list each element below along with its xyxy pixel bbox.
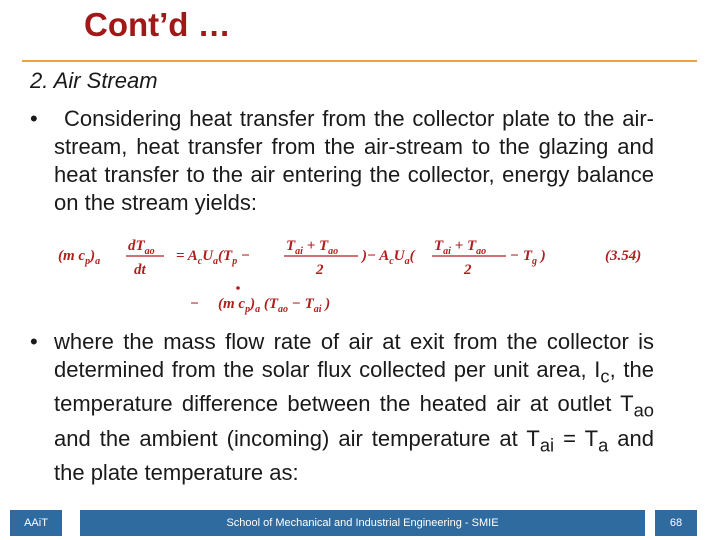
footer-page-number: 68: [655, 510, 697, 536]
eq-term-mdot-cp: (m $c_p)_a$ ($T_{ao} - T_{ai}$ ): [218, 296, 331, 315]
bullet2-sub-ai: ai: [539, 434, 555, 456]
eq-frac-num-1: $T_{ai} + T_{ao}$: [286, 238, 339, 257]
bullet2-part5: and the plate temperature as:: [54, 425, 654, 486]
energy-balance-equation: [40, 228, 680, 324]
title-divider: [22, 60, 697, 62]
eq-frac-den-2: 2: [464, 262, 472, 278]
eq-term-acua-1: = $A_cU_a(T_p$ −: [176, 248, 251, 267]
eq-dtao: $dT_{ao}$: [128, 238, 155, 257]
bullet2-part2: , the temperature difference between the heated air at outlet T: [54, 357, 654, 417]
footer-school: School of Mechanical and Industrial Engineering - SMIE: [80, 510, 645, 536]
bullet-item-1: [30, 105, 654, 217]
bullet-item-2: [30, 328, 654, 487]
eq-term-acua-2: )− $A_cU_a$(: [362, 248, 415, 267]
bullet-dot: •: [30, 106, 38, 131]
eq-dt: dt: [134, 262, 146, 278]
bullet2-part3: and the ambient (incoming) air temperature at T: [54, 425, 540, 451]
eq-line2-minus: −: [190, 296, 200, 312]
eq-frac-den-1: 2: [316, 262, 324, 278]
bullet-text-1: Considering heat transfer from the collector plate to the air-stream, heat transfer from the air-stream to the glazing and heat transfer to the air entering the collector, energy balance on the stream yields:: [54, 106, 654, 215]
bullet2-sub-a: a: [598, 434, 609, 456]
equation-number: (3.54): [605, 248, 642, 264]
section-heading: 2. Air Stream: [30, 68, 158, 93]
bullet2-sub-ao: ao: [633, 399, 654, 421]
bullet2-part1: where the mass flow rate of air at exit from the collector is determined from the solar flux collected per unit area, I: [54, 329, 654, 382]
bullet-dot: •: [30, 329, 38, 354]
slide-title: Cont’d …: [84, 6, 231, 43]
bullet-text-2: [54, 328, 654, 487]
eq-term-tg: − $T_g$ ): [510, 248, 546, 267]
eq-frac-num-2: $T_{ai} + T_{ao}$: [434, 238, 487, 257]
bullet2-part4: = T: [554, 425, 599, 451]
footer-institution: AAiT: [10, 510, 62, 536]
bullet2-sub-c: c: [600, 365, 610, 387]
equation-graphic: [40, 228, 680, 324]
eq-term-mcp-a: (m $c_p)_a$: [58, 248, 101, 267]
slide-footer: [0, 510, 720, 536]
